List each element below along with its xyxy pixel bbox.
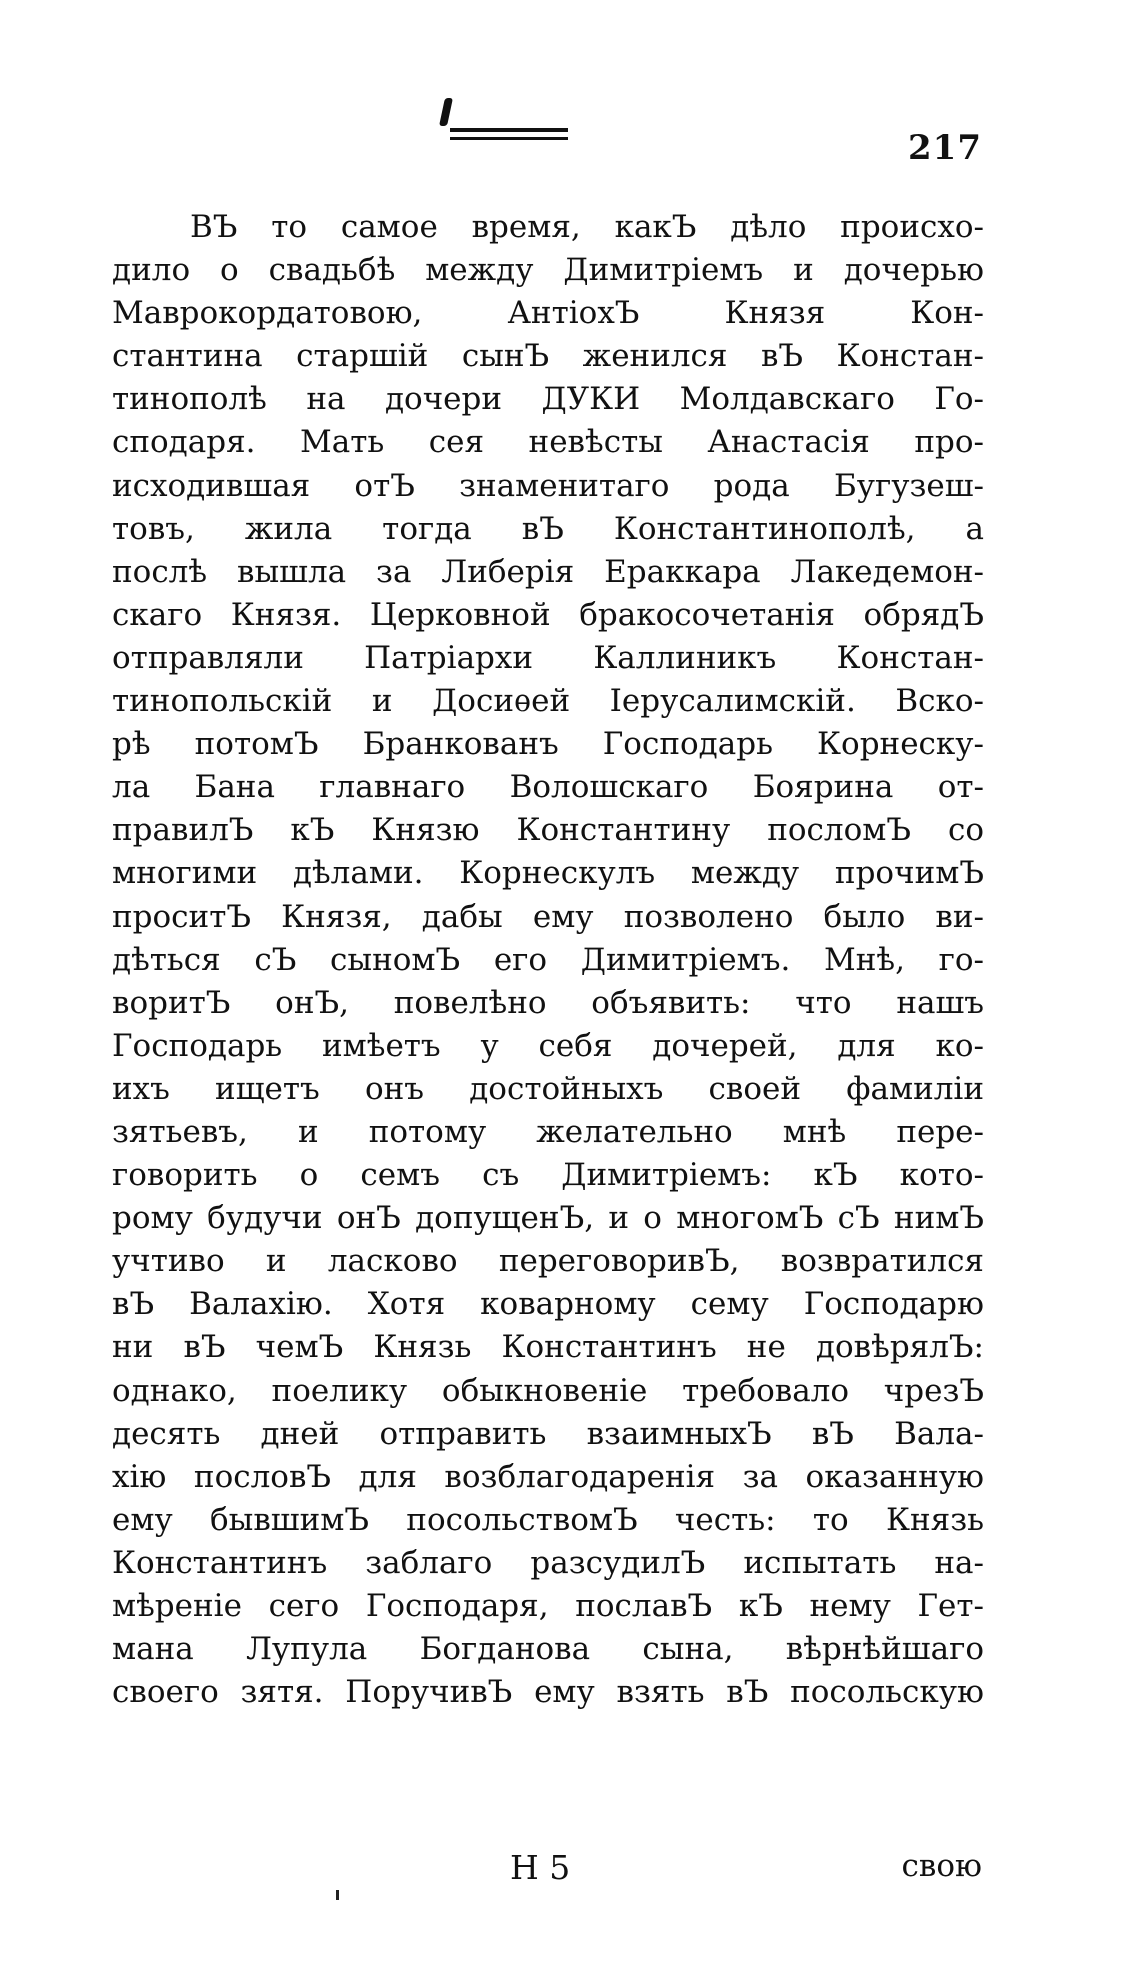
header-rule-line (450, 128, 568, 132)
text-line: ни вЪ чемЪ Князь Константинъ не довѣрялЪ: (112, 1329, 984, 1366)
text-line: товъ, жила тогда вЪ Константинополѣ, а (112, 510, 984, 547)
text-line: хію пословЪ для возблагодаренія за оказанную (112, 1458, 984, 1495)
text-line: зятьевъ, и потому желательно мнѣ пере- (112, 1113, 984, 1150)
ink-speck (336, 1890, 339, 1900)
text-line: Господарь имѣетъ у себя дочерей, для ко- (112, 1027, 984, 1064)
text-line: говорить о семъ съ Димитріемъ: кЪ кото- (112, 1157, 984, 1194)
text-line: скаго Князя. Церковной бракосочетанія обрядЪ (112, 596, 984, 633)
text-line: Маврокордатовою, АнтіохЪ Князя Кон- (112, 295, 984, 332)
text-line: учтиво и ласково переговоривЪ, возвратился (112, 1243, 984, 1280)
text-line: дѣться сЪ сыномЪ его Димитріемъ. Мнѣ, го- (112, 941, 984, 978)
text-line: ла Бана главнаго Волошскаго Боярина от- (112, 769, 984, 806)
text-line: своего зятя. ПоручивЪ ему взять вЪ посольскую (112, 1674, 984, 1711)
ink-mark (439, 98, 453, 126)
text-line: исходившая отЪ знаменитаго рода Бугузеш- (112, 467, 984, 504)
text-line: воритЪ онЪ, повелѣно объявить: что нашъ (112, 984, 984, 1021)
text-line: рому будучи онЪ допущенЪ, и о многомЪ сЪ нимЪ (112, 1200, 984, 1237)
text-line: вЪ Валахію. Хотя коварному сему Господарю (112, 1286, 984, 1323)
catchword: свою (901, 1848, 982, 1884)
header-rule (450, 128, 568, 142)
text-line: ВЪ то самое время, какЪ дѣло происхо- (190, 209, 984, 245)
text-line: мана Лупула Богданова сына, вѣрнѣйшаго (112, 1631, 984, 1668)
text-line: послѣ вышла за Либерія Ераккара Лакедемон- (112, 553, 984, 590)
text-line: тинопольскій и Досиѳей Іерусалимскій. Вско- (112, 683, 984, 720)
text-line: мѣреніе сего Господаря, пославЪ кЪ нему Гет- (112, 1588, 984, 1624)
header-rule-line (450, 137, 568, 140)
text-line: многими дѣлами. Корнескулъ между прочимЪ (112, 855, 984, 892)
printer-signature: Н 5 (510, 1848, 571, 1887)
text-line: проситЪ Князя, дабы ему позволено было ви- (112, 898, 984, 935)
text-line: однако, поелику обыкновеніе требовало чрезЪ (112, 1372, 984, 1409)
text-line: Константинъ заблаго разсудилЪ испытать на- (112, 1544, 984, 1581)
body-text (112, 206, 984, 1714)
text-line: ихъ ищетъ онъ достойныхъ своей фамиліи (112, 1070, 984, 1107)
text-line: десять дней отправить взаимныхЪ вЪ Вала- (112, 1415, 984, 1452)
page-number: 217 (908, 128, 982, 168)
text-line: ему бывшимЪ посольствомЪ честь: то Князь (112, 1501, 984, 1538)
text-line: рѣ потомЪ Бранкованъ Господарь Корнеску- (112, 726, 984, 763)
text-line: сподаря. Мать сея невѣсты Анастасія про- (112, 424, 984, 461)
text-line: правилЪ кЪ Князю Константину посломЪ со (112, 812, 984, 849)
text-line: тинополѣ на дочери ДУКИ Молдавскаго Го- (112, 381, 984, 418)
text-line: дило о свадьбѣ между Димитріемъ и дочерью (112, 252, 984, 289)
text-line: стантина старшій сынЪ женился вЪ Констан- (112, 338, 984, 375)
text-line: отправляли Патріархи Каллиникъ Констан- (112, 639, 984, 676)
